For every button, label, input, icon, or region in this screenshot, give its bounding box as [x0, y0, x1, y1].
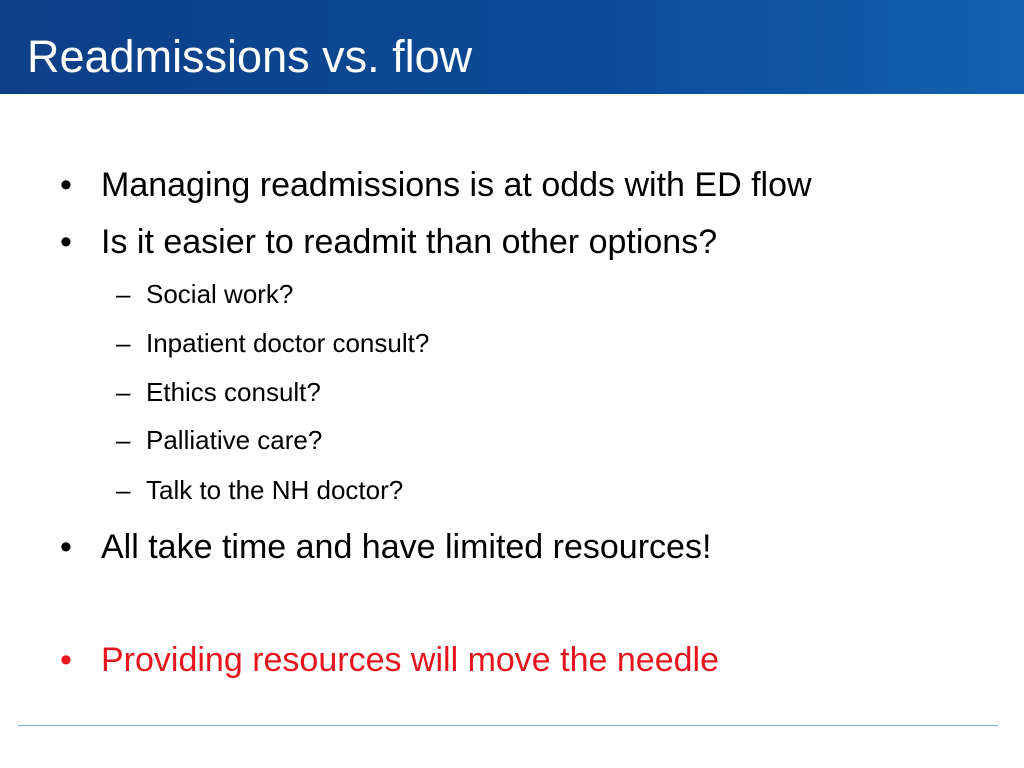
sub-bullet-text: Palliative care?	[146, 425, 323, 455]
sub-bullet-text: Inpatient doctor consult?	[146, 328, 430, 358]
sub-bullet-item-5	[116, 474, 716, 506]
bullet-item-2	[60, 222, 960, 262]
bullet-marker: •	[60, 641, 72, 679]
sub-bullet-marker: –	[116, 425, 131, 455]
highlight-bullet-text: Providing resources will move the needle	[101, 641, 719, 679]
bullet-text: Managing readmissions is at odds with ED flow	[101, 166, 812, 204]
bullet-item-1	[60, 165, 960, 205]
bullet-text: All take time and have limited resources!	[101, 528, 712, 566]
highlight-bullet	[60, 640, 960, 680]
sub-bullet-marker: –	[116, 475, 131, 505]
bullet-marker: •	[60, 166, 72, 204]
sub-bullet-item-3	[116, 376, 716, 408]
title-bar	[0, 0, 1024, 94]
slide-title: Readmissions vs. flow	[27, 31, 473, 82]
sub-bullet-item-1	[116, 278, 716, 310]
sub-bullet-marker: –	[116, 328, 131, 358]
sub-bullet-text: Talk to the NH doctor?	[146, 475, 404, 505]
sub-bullet-marker: –	[116, 279, 131, 309]
bullet-text: Is it easier to readmit than other options?	[101, 223, 718, 261]
sub-bullet-text: Ethics consult?	[146, 377, 321, 407]
sub-bullet-item-2	[116, 327, 716, 359]
sub-bullet-marker: –	[116, 377, 131, 407]
footer-divider	[18, 725, 998, 726]
bullet-item-3	[60, 527, 960, 567]
sub-bullet-text: Social work?	[146, 279, 294, 309]
sub-bullet-item-4	[116, 424, 716, 456]
bullet-marker: •	[60, 223, 72, 261]
bullet-marker: •	[60, 528, 72, 566]
